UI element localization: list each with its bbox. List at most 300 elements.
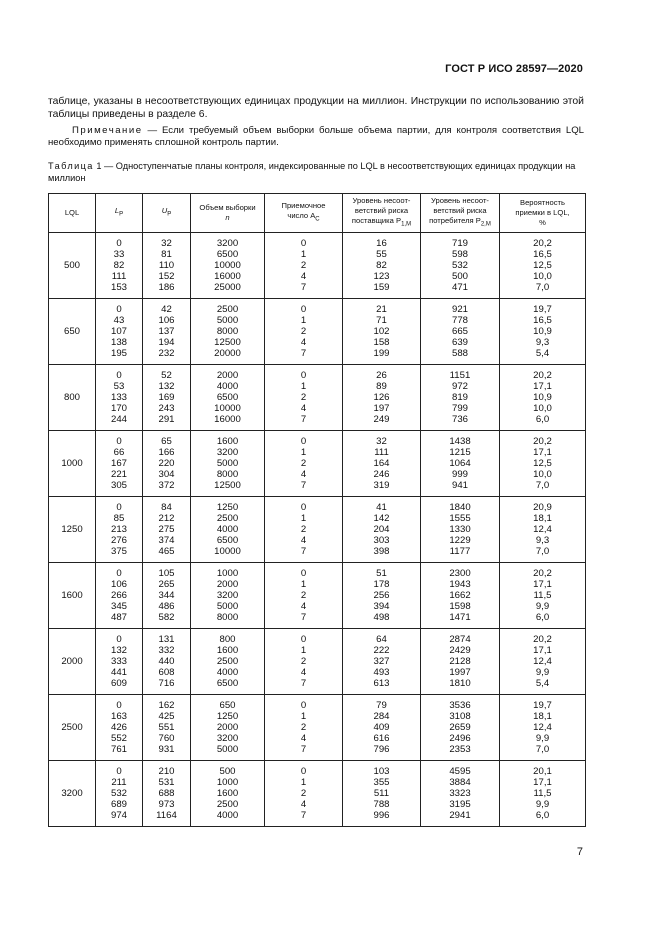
lp-value: 53 [113, 380, 125, 392]
lql-cell: 650 [49, 299, 96, 365]
n-value: 3200 [216, 589, 239, 601]
up-value: 1164 [156, 810, 177, 822]
p1-value: 64 [376, 633, 387, 645]
up-value: 232 [158, 348, 175, 360]
ac-cell [265, 695, 343, 761]
n-value: 1250 [216, 501, 239, 513]
up-value: 425 [158, 710, 175, 722]
ac-value: 1 [300, 512, 307, 524]
ac-value: 7 [300, 480, 307, 492]
prob-cell [500, 299, 586, 365]
up-value: 137 [158, 325, 175, 337]
up-value: 52 [161, 369, 172, 381]
ac-value: 2 [300, 721, 307, 733]
lp-value: 106 [110, 578, 127, 590]
n-value: 10000 [214, 546, 241, 558]
p1-value: 222 [373, 644, 390, 656]
n-value: 3200 [216, 733, 239, 745]
ac-value: 0 [300, 567, 307, 579]
lp-cell [96, 431, 143, 497]
p1-value: 256 [373, 589, 390, 601]
prob-value: 20,1 [533, 765, 552, 777]
lp-value: 0 [116, 237, 122, 249]
prob-cell [500, 365, 586, 431]
prob-cell [500, 497, 586, 563]
p1-value: 249 [373, 414, 390, 426]
lp-value: 85 [113, 512, 125, 524]
p1-cell [343, 233, 421, 299]
prob-value: 20,2 [533, 633, 552, 645]
ac-cell [265, 365, 343, 431]
p1-value: 111 [374, 446, 389, 458]
up-value: 132 [158, 380, 175, 392]
lp-value: 244 [110, 414, 127, 426]
lp-value: 153 [110, 282, 127, 294]
p1-value: 394 [373, 601, 390, 613]
lp-value: 170 [110, 403, 127, 415]
lp-value: 333 [110, 655, 127, 667]
p2-value: 471 [451, 282, 468, 294]
up-value: 152 [158, 271, 175, 283]
lp-cell [96, 365, 143, 431]
n-value: 2000 [216, 369, 239, 381]
p2-value: 1064 [449, 457, 471, 469]
lp-value: 33 [113, 248, 125, 260]
p2-cell [421, 563, 500, 629]
ac-value: 7 [300, 810, 307, 822]
ac-value: 4 [300, 601, 307, 613]
p2-value: 532 [451, 259, 468, 271]
ac-value: 1 [300, 710, 307, 722]
prob-value: 12,4 [533, 655, 552, 667]
p1-value: 398 [373, 546, 390, 558]
ac-cell [265, 563, 343, 629]
p2-value: 1215 [449, 446, 471, 458]
up-value: 344 [158, 589, 175, 601]
p1-value: 32 [376, 435, 387, 447]
p2-value: 639 [451, 337, 468, 349]
ac-value: 7 [300, 744, 307, 756]
table-header-row [49, 194, 586, 233]
prob-value: 5,4 [535, 348, 550, 360]
up-value: 131 [158, 633, 175, 645]
p2-value: 2874 [449, 633, 471, 645]
lp-value: 552 [110, 733, 127, 745]
n-value: 1600 [216, 644, 239, 656]
up-value: 931 [158, 744, 175, 756]
lp-cell [96, 761, 143, 827]
lp-value: 107 [110, 325, 127, 337]
n-value: 1000 [216, 567, 239, 579]
document-header: ГОСТ Р ИСО 28597—2020 [445, 63, 583, 75]
lp-value: 133 [110, 391, 127, 403]
ac-value: 0 [300, 237, 307, 249]
lp-value: 195 [110, 348, 127, 360]
p1-value: 159 [373, 282, 390, 294]
n-value: 650 [219, 699, 236, 711]
up-cell [143, 299, 191, 365]
p1-value: 21 [376, 303, 387, 315]
n-value: 5000 [216, 601, 239, 613]
p2-value: 3108 [449, 710, 471, 722]
prob-cell [500, 629, 586, 695]
up-value: 162 [158, 699, 175, 711]
up-value: 110 [158, 259, 175, 271]
p1-value: 26 [376, 369, 387, 381]
prob-value: 9,9 [535, 667, 550, 679]
n-value: 10000 [214, 259, 241, 271]
n-value: 4000 [216, 810, 239, 822]
ac-value: 4 [300, 667, 307, 679]
ac-value: 2 [300, 259, 307, 271]
prob-value: 7,0 [535, 546, 550, 558]
prob-value: 10,0 [533, 469, 552, 481]
table-row [49, 233, 586, 299]
header-consumer-risk: Уровень несоот- ветствий риска потребителя $P_{2,M}$ [421, 194, 500, 233]
up-cell [143, 629, 191, 695]
n-value: 1250 [216, 710, 239, 722]
lp-value: 221 [110, 469, 127, 481]
ac-value: 1 [300, 380, 307, 392]
n-value: 12500 [214, 480, 241, 492]
note-dash: — [142, 125, 162, 136]
lp-value: 211 [111, 776, 127, 788]
table-row [49, 497, 586, 563]
p2-value: 2429 [449, 644, 471, 656]
up-cell [143, 431, 191, 497]
note-label: Примечание [72, 125, 143, 136]
p2-value: 999 [451, 469, 468, 481]
n-value: 3200 [216, 446, 239, 458]
n-value: 6500 [216, 678, 239, 690]
ac-value: 0 [300, 633, 307, 645]
p1-value: 164 [373, 457, 390, 469]
prob-value: 9,9 [535, 601, 550, 613]
lp-value: 441 [110, 667, 127, 679]
prob-value: 6,0 [535, 810, 550, 822]
up-value: 105 [158, 567, 175, 579]
ac-value: 4 [300, 271, 307, 283]
p1-value: 355 [373, 776, 390, 788]
up-value: 84 [161, 501, 172, 513]
p2-cell [421, 233, 500, 299]
p2-value: 778 [451, 314, 468, 326]
p2-cell [421, 629, 500, 695]
prob-value: 20,2 [533, 435, 552, 447]
up-cell [143, 233, 191, 299]
lp-value: 0 [116, 699, 122, 711]
ac-cell [265, 629, 343, 695]
header-lp: $L_P$ [96, 194, 143, 233]
ac-value: 7 [300, 678, 307, 690]
up-value: 531 [158, 776, 175, 788]
p2-value: 3884 [449, 776, 471, 788]
up-value: 42 [161, 303, 172, 315]
prob-value: 12,5 [533, 259, 552, 271]
p2-value: 2353 [449, 744, 471, 756]
p2-value: 819 [451, 391, 468, 403]
p1-value: 51 [376, 567, 387, 579]
up-cell [143, 497, 191, 563]
ac-value: 2 [300, 457, 307, 469]
n-value: 16000 [214, 414, 241, 426]
header-acceptance-probability: Вероятность приемки в LQL, % [500, 194, 586, 233]
n-cell [191, 233, 265, 299]
p2-value: 598 [451, 248, 468, 260]
lql-cell: 2000 [49, 629, 96, 695]
n-value: 8000 [216, 325, 239, 337]
prob-value: 16,5 [533, 248, 552, 260]
caption-label: Таблица [48, 161, 94, 171]
n-value: 16000 [214, 271, 241, 283]
n-cell [191, 431, 265, 497]
lp-cell [96, 563, 143, 629]
p1-cell [343, 563, 421, 629]
p2-value: 588 [451, 348, 468, 360]
p1-cell [343, 431, 421, 497]
up-value: 551 [158, 721, 175, 733]
n-value: 6500 [216, 248, 239, 260]
up-value: 374 [158, 535, 175, 547]
ac-value: 2 [300, 523, 307, 535]
lp-value: 426 [110, 721, 127, 733]
ac-value: 1 [300, 248, 307, 260]
prob-value: 5,4 [535, 678, 550, 690]
p2-value: 500 [451, 271, 468, 283]
n-value: 5000 [216, 457, 239, 469]
p1-cell [343, 761, 421, 827]
up-cell [143, 365, 191, 431]
prob-value: 7,0 [535, 282, 550, 294]
n-value: 1000 [216, 776, 239, 788]
prob-value: 19,7 [533, 699, 552, 711]
p1-value: 327 [373, 655, 390, 667]
ac-value: 0 [300, 501, 307, 513]
prob-value: 19,7 [533, 303, 552, 315]
lql-cell: 1600 [49, 563, 96, 629]
p2-value: 1662 [449, 589, 471, 601]
p1-value: 16 [376, 237, 387, 249]
p2-value: 1943 [449, 578, 471, 590]
lp-value: 0 [116, 567, 122, 579]
n-cell [191, 761, 265, 827]
n-value: 2500 [216, 799, 239, 811]
n-value: 2500 [216, 303, 239, 315]
table-body [49, 233, 586, 827]
ac-cell [265, 233, 343, 299]
lp-cell [96, 497, 143, 563]
p2-value: 3536 [449, 699, 471, 711]
ac-value: 0 [300, 303, 307, 315]
p2-value: 2128 [449, 655, 471, 667]
p1-value: 103 [373, 765, 390, 777]
lp-value: 0 [116, 435, 122, 447]
lp-value: 305 [110, 480, 127, 492]
n-value: 1600 [216, 787, 239, 799]
p2-value: 972 [451, 380, 468, 392]
n-value: 25000 [214, 282, 241, 294]
n-value: 5000 [216, 744, 239, 756]
ac-value: 0 [300, 765, 307, 777]
lp-value: 689 [110, 799, 127, 811]
ac-value: 7 [300, 348, 307, 360]
prob-value: 10,9 [533, 391, 552, 403]
p2-value: 3323 [449, 787, 471, 799]
n-value: 20000 [214, 348, 241, 360]
lp-value: 0 [116, 501, 122, 513]
lp-value: 43 [113, 314, 125, 326]
lp-value: 266 [110, 589, 127, 601]
n-value: 4000 [216, 667, 239, 679]
p1-cell [343, 629, 421, 695]
prob-value: 9,9 [535, 799, 550, 811]
p1-value: 89 [376, 380, 387, 392]
p1-value: 197 [373, 403, 390, 415]
prob-value: 10,0 [533, 271, 552, 283]
prob-cell [500, 761, 586, 827]
p1-value: 493 [373, 667, 390, 679]
lp-cell [96, 233, 143, 299]
p2-cell [421, 365, 500, 431]
up-value: 65 [161, 435, 172, 447]
up-value: 440 [158, 655, 175, 667]
up-value: 166 [158, 446, 175, 458]
p2-value: 1555 [449, 512, 471, 524]
prob-value: 17,1 [533, 380, 552, 392]
up-value: 186 [158, 282, 175, 294]
p2-cell [421, 299, 500, 365]
prob-value: 9,3 [535, 337, 550, 349]
up-value: 486 [158, 601, 175, 613]
ac-value: 1 [300, 644, 307, 656]
header-up: $U_P$ [143, 194, 191, 233]
n-cell [191, 497, 265, 563]
up-value: 716 [158, 678, 175, 690]
page-number: 7 [576, 846, 583, 858]
p2-value: 4595 [449, 765, 471, 777]
n-cell [191, 365, 265, 431]
p2-value: 1177 [449, 546, 471, 558]
p2-value: 2300 [449, 567, 471, 579]
p2-cell [421, 497, 500, 563]
prob-value: 20,2 [533, 369, 552, 381]
up-value: 106 [158, 314, 175, 326]
p1-value: 616 [373, 733, 390, 745]
intro-paragraph: таблице, указаны в несоответствующих единицах продукции на миллион. Инструкции по использованию этой таблицы приведены в разделе 6. [48, 96, 584, 120]
up-value: 688 [158, 787, 175, 799]
n-cell [191, 695, 265, 761]
lp-value: 163 [110, 710, 127, 722]
p2-cell [421, 695, 500, 761]
ac-value: 0 [300, 369, 307, 381]
prob-value: 18,1 [533, 512, 552, 524]
ac-value: 4 [300, 337, 307, 349]
up-cell [143, 563, 191, 629]
n-cell [191, 629, 265, 695]
ac-value: 4 [300, 469, 307, 481]
prob-cell [500, 233, 586, 299]
prob-value: 11,5 [533, 787, 552, 799]
n-value: 2000 [216, 721, 239, 733]
prob-value: 9,3 [535, 535, 550, 547]
table-row [49, 365, 586, 431]
ac-value: 1 [300, 446, 307, 458]
lql-cell: 2500 [49, 695, 96, 761]
table-row [49, 695, 586, 761]
up-value: 169 [158, 391, 175, 403]
prob-cell [500, 695, 586, 761]
n-value: 6500 [216, 391, 239, 403]
ac-cell [265, 299, 343, 365]
prob-value: 17,1 [533, 776, 552, 788]
up-value: 582 [158, 612, 175, 624]
up-value: 210 [158, 765, 175, 777]
p2-cell [421, 431, 500, 497]
lql-cell: 1250 [49, 497, 96, 563]
ac-value: 7 [300, 612, 307, 624]
lql-cell: 3200 [49, 761, 96, 827]
prob-value: 7,0 [535, 480, 550, 492]
lp-value: 138 [110, 337, 127, 349]
header-acceptance-number: Приемочное число $A_C$ [265, 194, 343, 233]
p2-value: 941 [451, 480, 468, 492]
lp-cell [96, 629, 143, 695]
up-value: 304 [158, 469, 175, 481]
p1-value: 126 [373, 391, 390, 403]
p1-cell [343, 299, 421, 365]
note-text: Если требуемый объем выборки больше объема партии, для контроля соответствия LQL необходимо применять сплошной контроль партии. [48, 125, 584, 148]
n-value: 1600 [216, 435, 239, 447]
n-cell [191, 563, 265, 629]
ac-value: 4 [300, 535, 307, 547]
header-lql: LQL [49, 194, 96, 233]
prob-value: 12,5 [533, 457, 552, 469]
ac-value: 1 [300, 578, 307, 590]
lp-value: 132 [110, 644, 127, 656]
header-sample-size: Объем выборки n [191, 194, 265, 233]
p1-value: 511 [373, 787, 390, 799]
lp-value: 532 [110, 787, 127, 799]
ac-cell [265, 431, 343, 497]
ac-value: 7 [300, 282, 307, 294]
p2-value: 1840 [449, 501, 471, 513]
up-value: 608 [158, 667, 175, 679]
ac-cell [265, 761, 343, 827]
ac-value: 2 [300, 589, 307, 601]
up-value: 973 [158, 799, 175, 811]
ac-value: 7 [300, 546, 307, 558]
n-value: 3200 [216, 237, 239, 249]
ac-cell [265, 497, 343, 563]
up-value: 220 [158, 457, 175, 469]
up-cell [143, 695, 191, 761]
prob-value: 10,0 [533, 403, 552, 415]
prob-value: 12,4 [533, 523, 552, 535]
ac-value: 2 [300, 325, 307, 337]
p1-value: 613 [373, 678, 390, 690]
lp-value: 0 [116, 633, 122, 645]
prob-value: 20,2 [533, 237, 552, 249]
ac-value: 0 [300, 435, 307, 447]
p2-value: 1598 [449, 601, 471, 613]
n-value: 10000 [214, 403, 241, 415]
p2-cell [421, 761, 500, 827]
n-value: 4000 [216, 380, 239, 392]
p2-value: 2659 [449, 721, 471, 733]
p1-value: 41 [376, 501, 387, 513]
lql-cell: 500 [49, 233, 96, 299]
prob-value: 9,9 [535, 733, 550, 745]
